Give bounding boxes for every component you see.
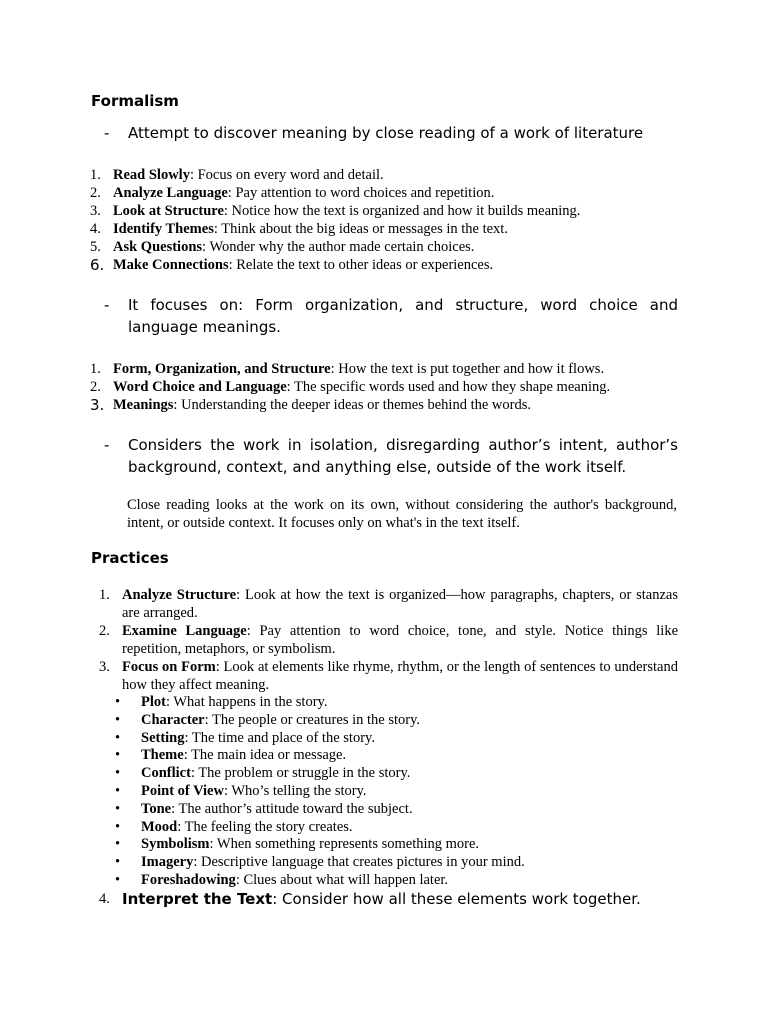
list-item: 4. Interpret the Text: Consider how all these elements work together.: [99, 889, 641, 908]
list-item: • Tone: The author’s attitude toward the subject.: [112, 801, 678, 819]
list-item: • Conflict: The problem or struggle in the story.: [112, 765, 678, 783]
list-item: 2. Analyze Language: Pay attention to word choices and repetition.: [90, 185, 495, 201]
dash-marker: -: [104, 124, 110, 142]
isolation-text: Considers the work in isolation, disregarding author’s intent, author’s background, context, and anything else, outside of the work itself.: [128, 436, 678, 476]
bullet-icon: •: [115, 854, 121, 871]
close-reading-paragraph: Close reading looks at the work on its own, without considering the author's background, intent, or outside context. It focuses only on what's in the text itself.: [127, 497, 677, 531]
list-item: • Imagery: Descriptive language that creates pictures in your mind.: [112, 854, 678, 872]
practices-list: [90, 586, 678, 908]
reading-steps-list: [90, 166, 680, 274]
list-item: 2. Examine Language: Pay attention to word choice, tone, and style. Notice things like repetition, metaphors, or symbolism.: [99, 623, 679, 657]
practices-heading: Practices: [91, 549, 169, 567]
list-item: 6. Make Connections: Relate the text to other ideas or experiences.: [90, 256, 494, 274]
list-item: 4. Identify Themes: Think about the big ideas or messages in the text.: [90, 221, 508, 237]
bullet-icon: •: [115, 782, 121, 799]
list-item: • Symbolism: When something represents something more.: [112, 836, 678, 854]
list-item: 1. Analyze Structure: Look at how the text is organized—how paragraphs, chapters, or stanzas are arranged.: [99, 587, 678, 621]
dash-marker: -: [104, 436, 110, 454]
list-item: • Foreshadowing: Clues about what will happen later.: [112, 872, 678, 890]
focus-text: It focuses on: Form organization, and structure, word choice and language meanings.: [128, 296, 678, 336]
focus-statement: [90, 294, 678, 338]
formalism-definition: [90, 122, 678, 144]
list-item: 5. Ask Questions: Wonder why the author made certain choices.: [90, 239, 475, 255]
formalism-heading: Formalism: [91, 92, 179, 110]
bullet-icon: •: [115, 818, 121, 835]
story-elements-list: [112, 694, 678, 890]
definition-text: Attempt to discover meaning by close reading of a work of literature: [128, 124, 644, 142]
bullet-icon: •: [115, 711, 121, 728]
bullet-icon: •: [115, 765, 121, 782]
list-item: • Plot: What happens in the story.: [112, 694, 678, 712]
list-item: 3. Focus on Form: Look at elements like rhyme, rhythm, or the length of sentences to understand how they affect meaning.: [99, 659, 678, 693]
list-item: 2. Word Choice and Language: The specific words used and how they shape meaning.: [90, 379, 611, 395]
focus-list: [90, 360, 680, 414]
bullet-icon: •: [115, 836, 121, 853]
bullet-icon: •: [115, 871, 121, 888]
bullet-icon: •: [115, 729, 121, 746]
list-item: • Point of View: Who’s telling the story.: [112, 783, 678, 801]
list-item: • Setting: The time and place of the story.: [112, 730, 678, 748]
list-item: 1. Read Slowly: Focus on every word and detail.: [90, 167, 384, 183]
bullet-icon: •: [115, 747, 121, 764]
list-item: 3. Meanings: Understanding the deeper ideas or themes behind the words.: [90, 396, 531, 414]
dash-marker: -: [104, 296, 110, 314]
list-item: 3. Look at Structure: Notice how the text is organized and how it builds meaning.: [90, 203, 581, 219]
isolation-statement: [90, 434, 678, 478]
list-item: 1. Form, Organization, and Structure: How the text is put together and how it flows.: [90, 361, 605, 377]
list-item: • Mood: The feeling the story creates.: [112, 819, 678, 837]
list-item: • Character: The people or creatures in the story.: [112, 712, 678, 730]
bullet-icon: •: [115, 694, 121, 710]
list-item: • Theme: The main idea or message.: [112, 747, 678, 765]
bullet-icon: •: [115, 800, 121, 817]
